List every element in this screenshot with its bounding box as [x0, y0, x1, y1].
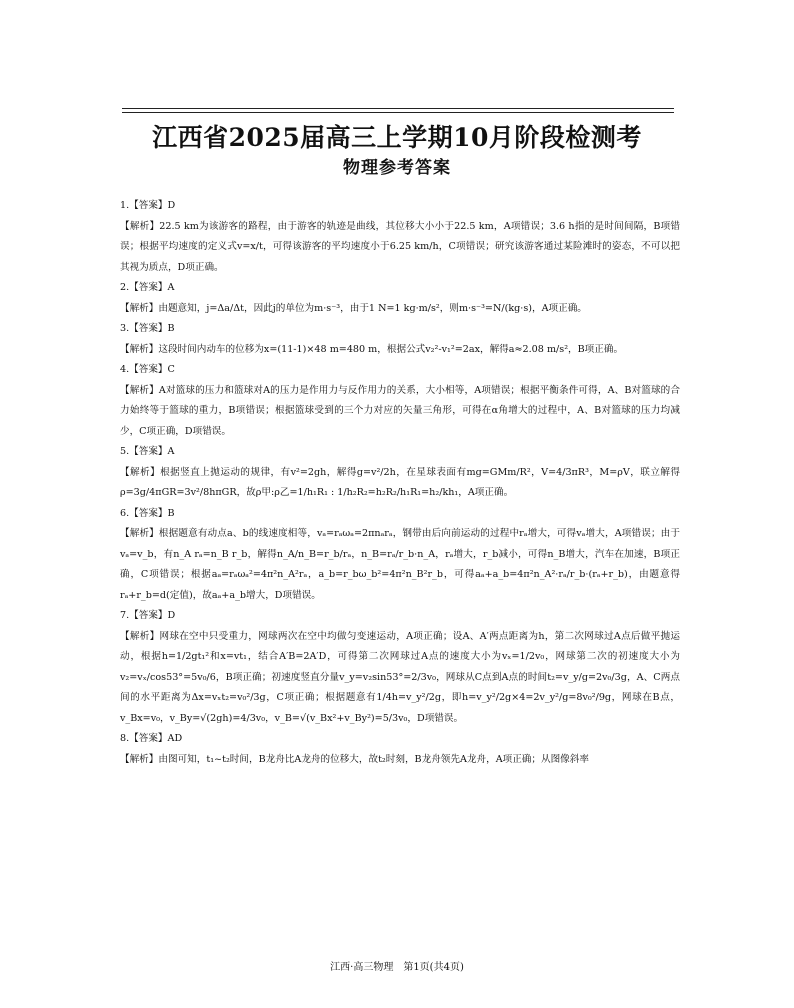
analysis-text: 【解析】A对篮球的压力和篮球对A的压力是作用力与反作用力的关系，大小相等，A项错误；根据平衡条件可得，A、B对篮球的合力始终等于篮球的重力，B项错误；根据篮球受到的三个力对应的矢量三角形，可得在α角增大的过程中，A、B对篮球的压力均减少，C项正确，D项错误。 — [120, 384, 680, 437]
answer-line: 8.【答案】AD — [120, 733, 183, 744]
answer-line: 7.【答案】D — [120, 610, 176, 621]
answer-line: 6.【答案】B — [120, 507, 175, 519]
analysis-text: 【解析】这段时间内动车的位移为x=(11-1)×48 m=480 m，根据公式v₂²-v₁²=2ax，解得a≈2.08 m/s²，B项正确。 — [120, 343, 624, 355]
answer-line: 2.【答案】A — [120, 282, 175, 293]
analysis-text: 【解析】网球在空中只受重力，网球两次在空中均做匀变速运动，A项正确；设A、A′两点距离为h，第二次网球过A点后做平抛运动，根据h=1/2gt₁²和x=vt₁，结合A′B=2A′D，可得第二次网球过A点的速度大小为vₓ=1/2v₀，网球第二次的初速度大小为v₂=vₓ/cos53°=5v₀/6，B项正确；初速度竖直分量v_y=v₂sin53°=2/3v₀，网球从C点到A点的时间t₂=v_y/g=2v₀/3g，A、C两点间的水平距离为Δx=vₓt₂=v₀²/3g，C项正确；根据题意有1/4h=v_y²/2g，即h=v_y²/2g×4=2v_y²/g=8v₀²/9g，网球在B点，v_Bx=v₀，v_By=√(2gh)=4/3v₀，v_B=√(v_Bx²+v_By²)=5/3v₀，D项错误。 — [120, 630, 680, 724]
analysis-text: 【解析】由图可知，t₁~t₂时间，B龙舟比A龙舟的位移大，故t₂时刻，B龙舟领先A龙舟，A项正确；从图像斜率 — [120, 753, 589, 765]
answer-item-3 — [120, 319, 680, 360]
answer-item-4 — [120, 360, 680, 442]
answer-line: 5.【答案】A — [120, 446, 175, 457]
answer-item-6 — [120, 504, 680, 607]
page-title: 江西省2025届高三上学期10月阶段检测考 — [152, 123, 642, 152]
answer-item-7 — [120, 606, 680, 729]
answer-item-1 — [120, 196, 680, 278]
analysis-text: 【解析】22.5 km为该游客的路程，由于游客的轨迹是曲线，其位移大小小于22.5 km，A项错误；3.6 h指的是时间间隔，B项错误；根据平均速度的定义式v=x/t，可得该游客的平均速度小于6.25 km/h，C项错误；研究该游客通过某险滩时的姿态，不可以把其视为质点，D项正确。 — [120, 220, 680, 273]
header-rule-thin — [122, 112, 674, 113]
analysis-text: 【解析】根据竖直上抛运动的规律，有v²=2gh，解得g=v²/2h，在星球表面有mg=GMm/R²，V=4/3πR³，M=ρV，联立解得ρ=3g/4πGR=3v²/8hπGR，故ρ甲:ρ乙=1/h₁R₁ : 1/h₂R₂=h₂R₂/h₁R₁=h₂/kh₁，A项正确。 — [120, 466, 680, 498]
answer-item-8 — [120, 729, 680, 770]
header-rule — [122, 108, 674, 109]
answer-line: 4.【答案】C — [120, 364, 175, 375]
answer-line: 3.【答案】B — [120, 323, 175, 334]
analysis-text: 【解析】根据题意有动点a、b的线速度相等，vₐ=rₐωₐ=2πnₐrₐ，钢带由后向前运动的过程中rₐ增大，可得vₐ增大，A项错误；由于vₐ=v_b，有n_A rₐ=n_B r_b，解得n_A/n_B=r_b/rₐ，n_B=rₐ/r_b·n_A，rₐ增大，r_b减小，可得n_B增大，汽车在加速，B项正确，C项错误；根据aₐ=rₐωₐ²=4π²n_A²rₐ，a_b=r_bω_b²=4π²n_B²r_b，可得aₐ+a_b=4π²n_A²·rₐ/r_b·(rₐ+r_b)，由题意得rₐ+r_b=d(定值)，故aₐ+a_b增大，D项错误。 — [120, 528, 680, 601]
answer-item-2 — [120, 278, 680, 319]
answer-item-5 — [120, 442, 680, 504]
answer-line: 1.【答案】D — [120, 200, 176, 211]
answer-list — [120, 196, 680, 770]
page-footer: 江西·高三物理 第1页(共4页) — [330, 962, 464, 973]
page-subtitle: 物理参考答案 — [343, 158, 451, 178]
analysis-text: 【解析】由题意知，j=Δa/Δt，因此j的单位为m·s⁻³，由于1 N=1 kg·m/s²，则m·s⁻³=N/(kg·s)，A项正确。 — [120, 302, 587, 314]
